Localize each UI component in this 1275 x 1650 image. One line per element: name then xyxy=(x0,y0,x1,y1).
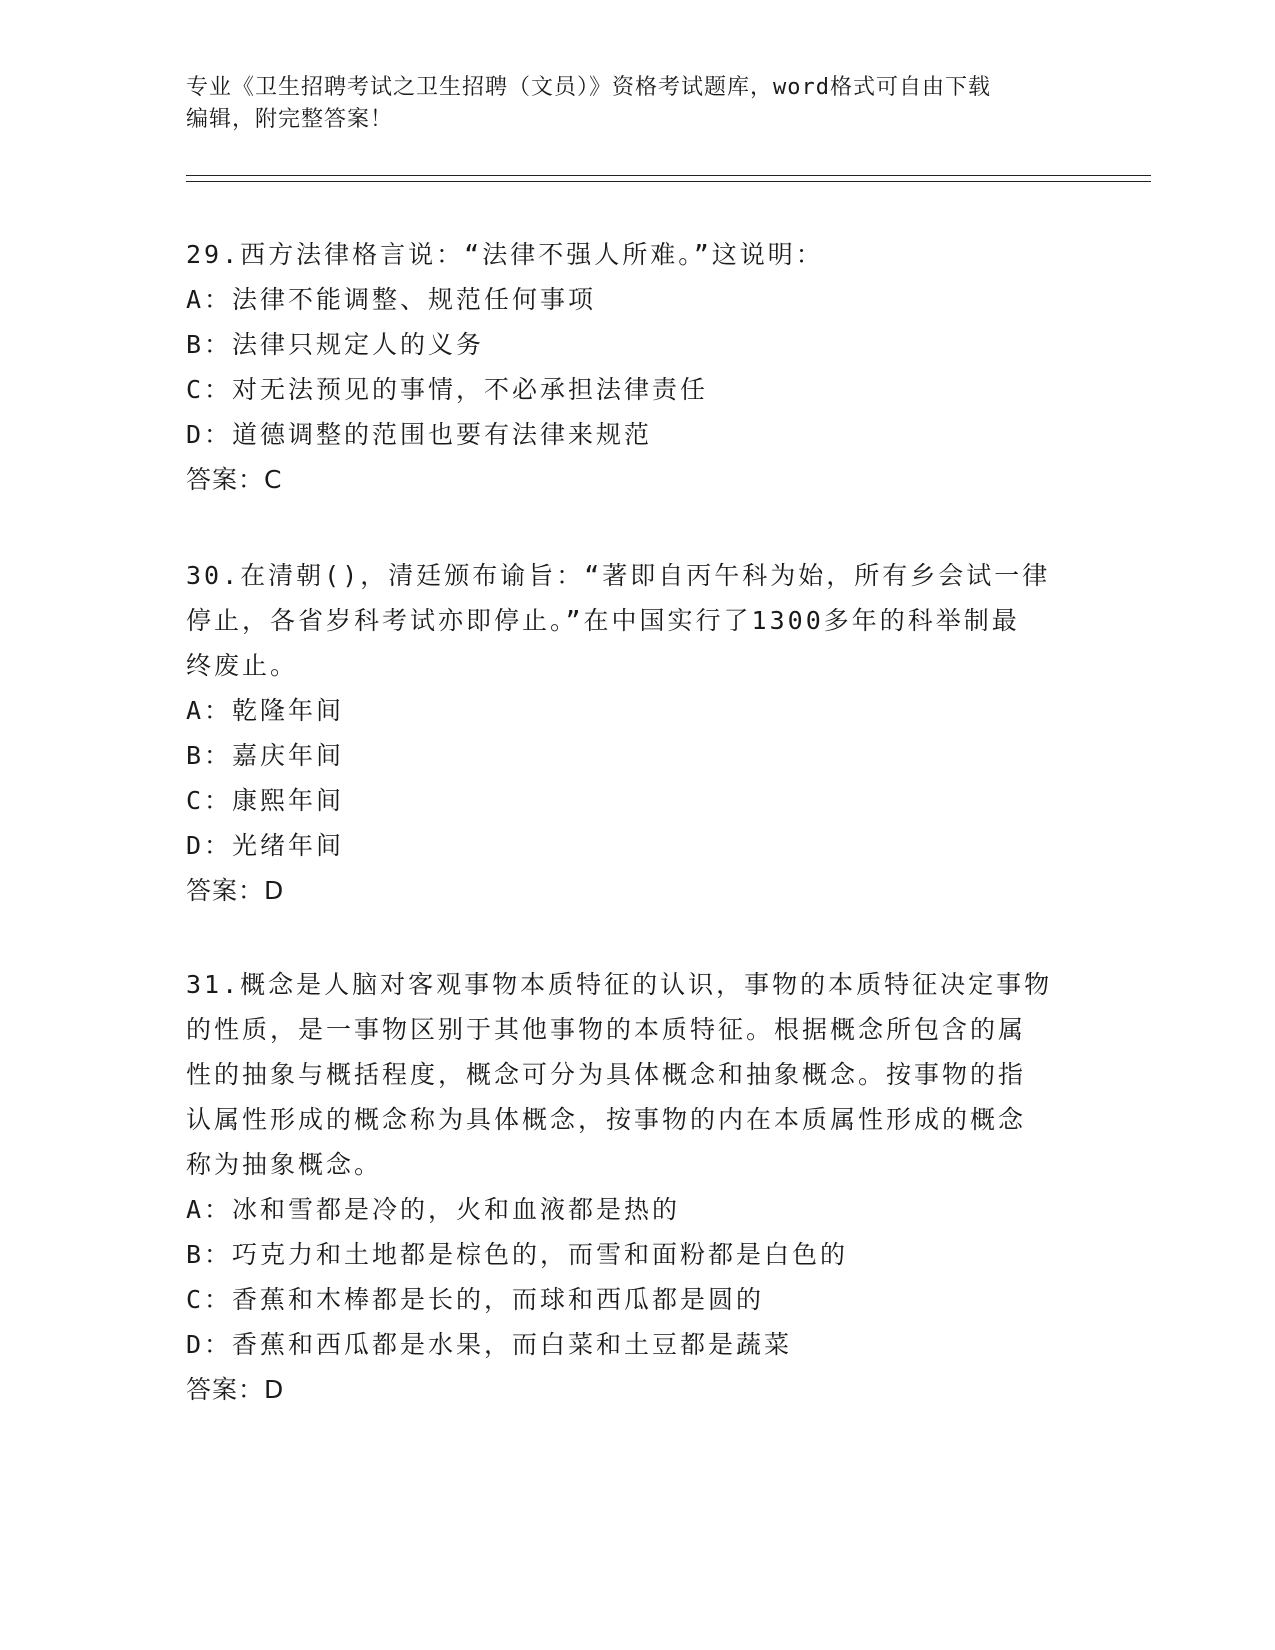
answer-line: 答案：C xyxy=(186,465,283,494)
option-c: C：香蕉和木棒都是长的，而球和西瓜都是圆的 xyxy=(186,1285,765,1314)
question-text-line: 的性质，是一事物区别于其他事物的本质特征。根据概念所包含的属 xyxy=(186,1015,1027,1044)
header-divider-top xyxy=(186,175,1151,176)
header-line-1: 专业《卫生招聘考试之卫生招聘（文员）》资格考试题库，word格式可自由下载 xyxy=(186,75,991,100)
question-text-line: 30.在清朝()，清廷颁布谕旨：“著即自丙午科为始，所有乡会试一律 xyxy=(186,561,1051,590)
option-c: C：对无法预见的事情，不必承担法律责任 xyxy=(186,375,709,404)
question-text-line: 性的抽象与概括程度，概念可分为具体概念和抽象概念。按事物的指 xyxy=(186,1060,1027,1089)
option-b: B：嘉庆年间 xyxy=(186,741,345,770)
option-b: B：法律只规定人的义务 xyxy=(186,330,485,359)
option-a: A：乾隆年间 xyxy=(186,696,345,725)
question-text-line: 称为抽象概念。 xyxy=(186,1150,383,1179)
option-d: D：香蕉和西瓜都是水果，而白菜和土豆都是蔬菜 xyxy=(186,1330,793,1359)
header-line-2: 编辑，附完整答案！ xyxy=(186,107,394,132)
question-text-line: 终废止。 xyxy=(186,651,299,680)
question-30 xyxy=(186,553,1086,913)
option-c: C：康熙年间 xyxy=(186,786,345,815)
question-text-line: 停止，各省岁科考试亦即停止。”在中国实行了1300多年的科举制最 xyxy=(186,606,1020,635)
question-29 xyxy=(186,232,1086,502)
option-a: A：冰和雪都是冷的，火和血液都是热的 xyxy=(186,1195,681,1224)
question-text-line: 认属性形成的概念称为具体概念，按事物的内在本质属性形成的概念 xyxy=(186,1105,1027,1134)
option-d: D：光绪年间 xyxy=(186,831,345,860)
option-a: A：法律不能调整、规范任何事项 xyxy=(186,285,597,314)
header-divider-bottom xyxy=(186,181,1151,182)
option-b: B：巧克力和土地都是棕色的，而雪和面粉都是白色的 xyxy=(186,1240,849,1269)
question-text-line: 29.西方法律格言说：“法律不强人所难。”这说明： xyxy=(186,240,824,269)
answer-line: 答案：D xyxy=(186,876,285,905)
question-31 xyxy=(186,962,1086,1412)
question-text-line: 31.概念是人脑对客观事物本质特征的认识，事物的本质特征决定事物 xyxy=(186,970,1053,999)
answer-line: 答案：D xyxy=(186,1375,285,1404)
document-header xyxy=(186,72,1066,136)
option-d: D：道德调整的范围也要有法律来规范 xyxy=(186,420,653,449)
